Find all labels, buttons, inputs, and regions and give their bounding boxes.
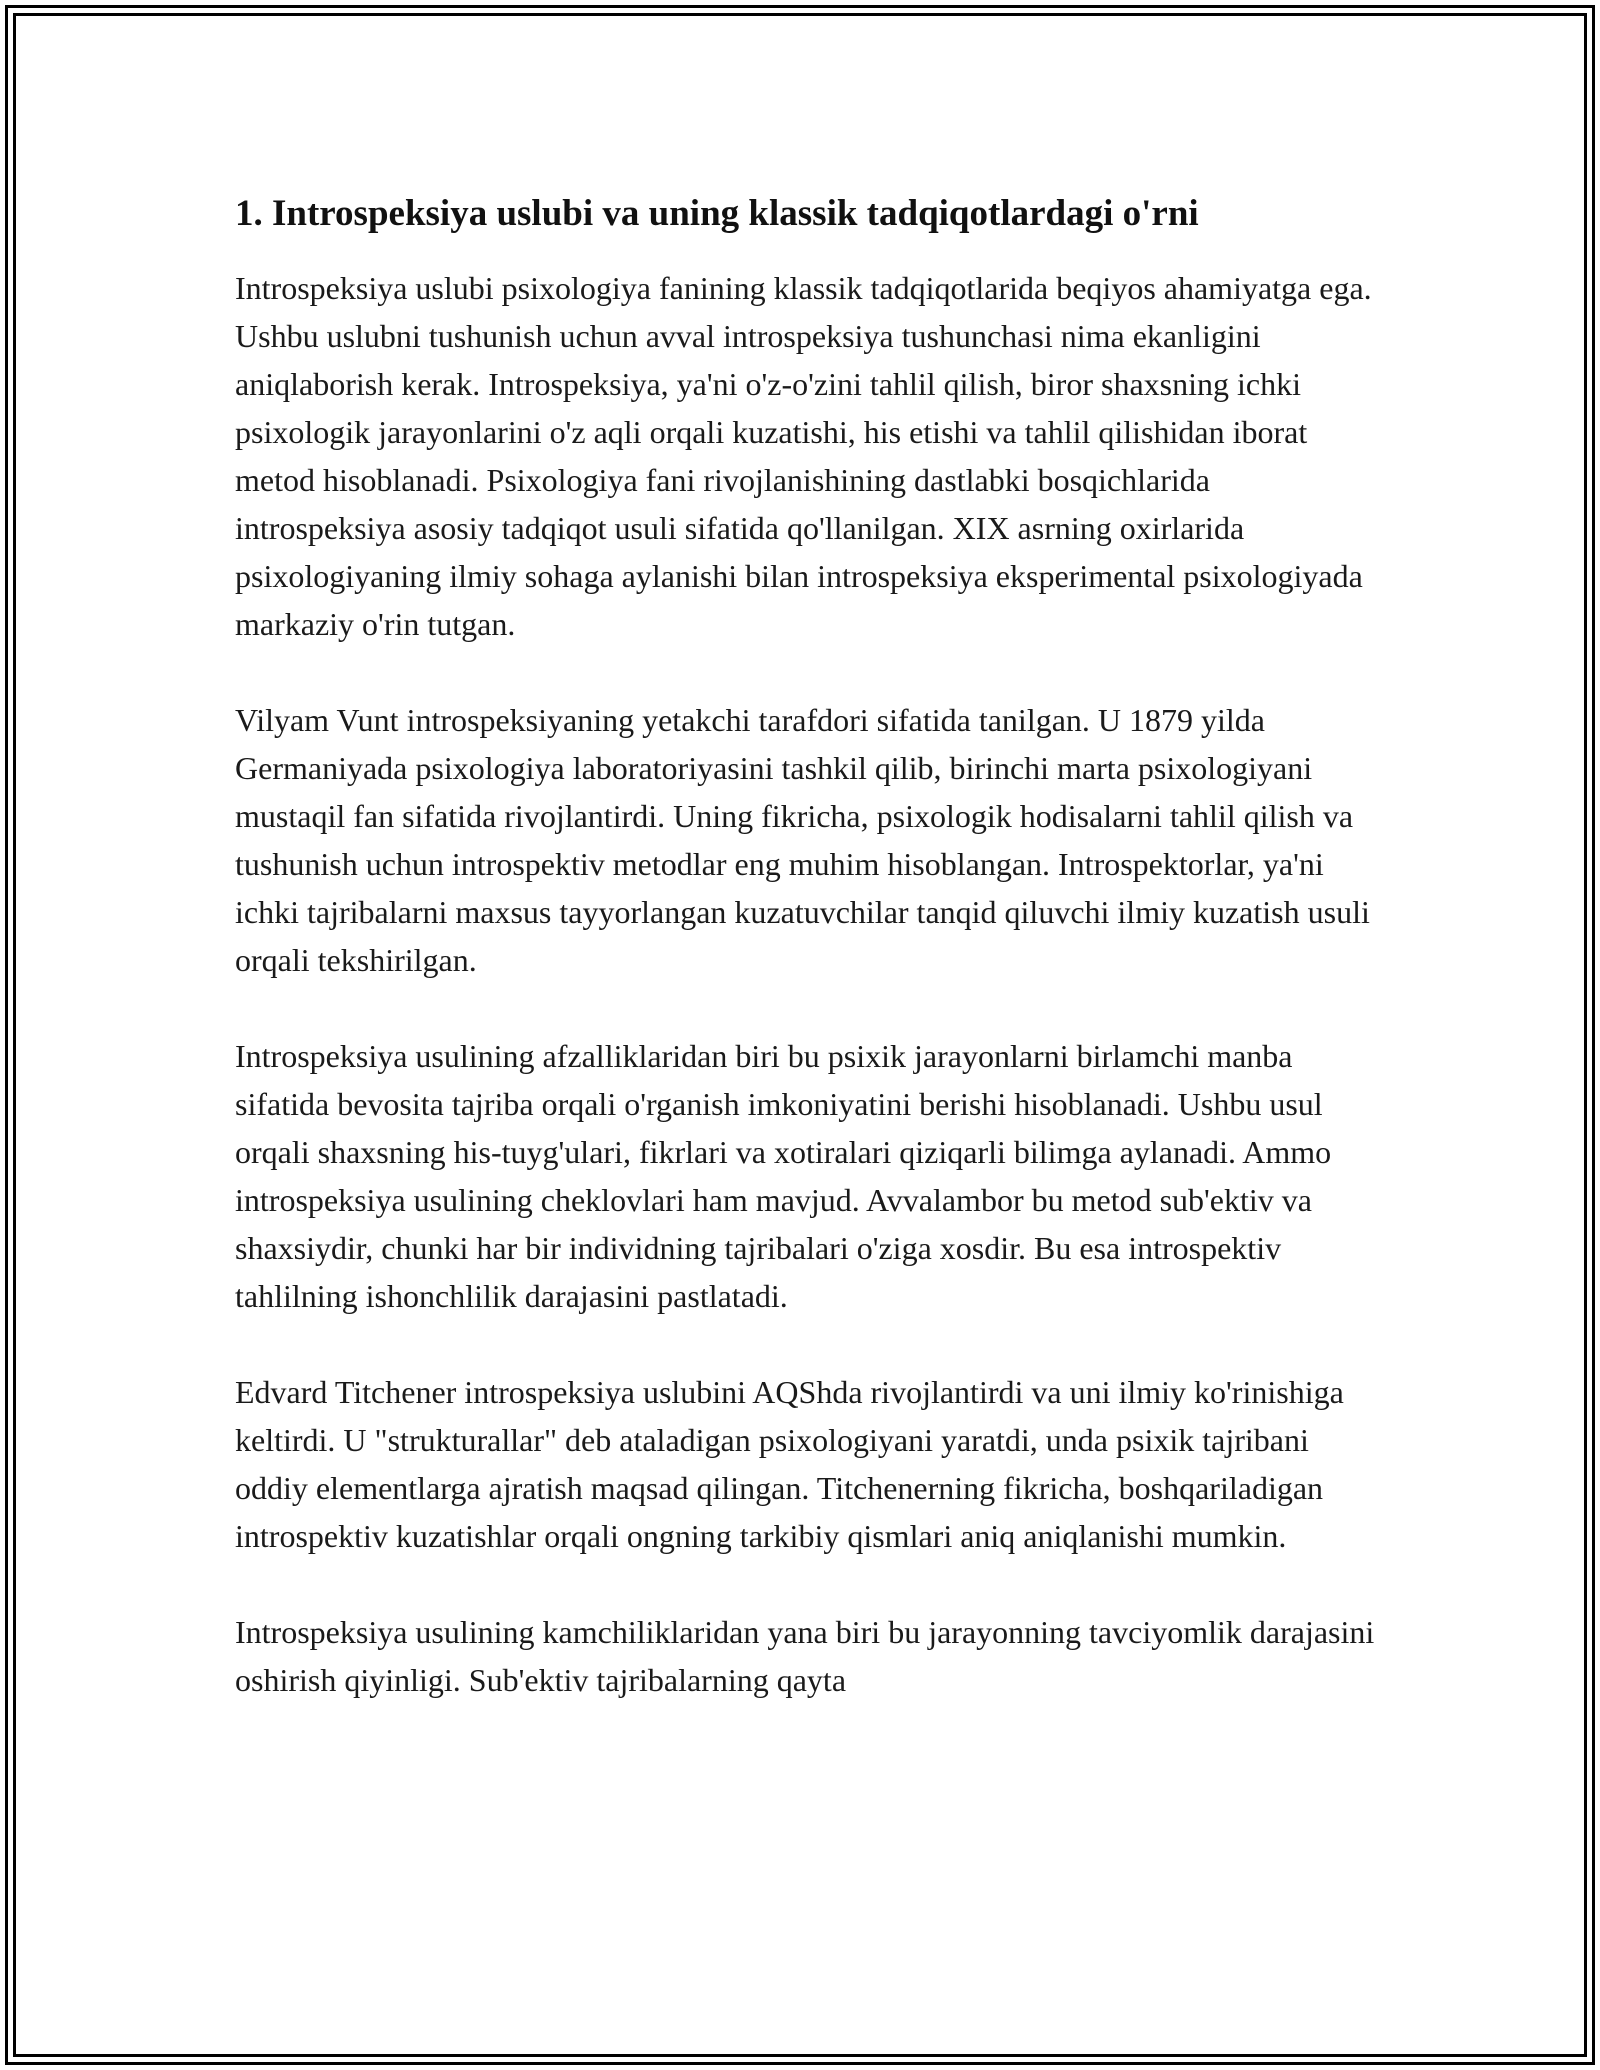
paragraph-5: Introspeksiya usulining kamchiliklaridan yana biri bu jarayonning tavciyomlik darajasini oshirish qiyinligi. Sub'ektiv tajribalarning qayta <box>235 1614 1375 1698</box>
document-body <box>235 186 1385 1752</box>
paragraph-1: Introspeksiya uslubi psixologiya fanining klassik tadqiqotlarida beqiyos ahamiyatga ega. Ushbu uslubni tushunish uchun avval introspeksiya tushunchasi nima ekanligini aniqlaborish kerak. Introspeksiya, ya'ni o'z-o'zini tahlil qilish, biror shaxsning ichki psixologik jarayonlarini o'z aqli orqali kuzatishi, his etishi va tahlil qilishidan iborat metod hisoblanadi. Psixologiya fani rivojlanishining dastlabki bosqichlarida introspeksiya asosiy tadqiqot usuli sifatida qo'llanilgan. XIX asrning oxirlarida psixologiyaning ilmiy sohaga aylanishi bilan introspeksiya eksperimental psixologiyada markaziy o'rin tutgan. <box>235 270 1372 642</box>
paragraph-3: Introspeksiya usulining afzalliklaridan biri bu psixik jarayonlarni birlamchi manba sifatida bevosita tajriba orqali o'rganish imkoniyatini berishi hisoblanadi. Ushbu usul orqali shaxsning his-tuyg'ulari, fikrlari va xotiralari qiziqarli bilimga aylanadi. Ammo introspeksiya usulining cheklovlari ham mavjud. Avvalambor bu metod sub'ektiv va shaxsiydir, chunki har bir individning tajribalari o'ziga xosdir. Bu esa introspektiv tahlilning ishonchlilik darajasini pastlatadi. <box>235 1038 1332 1314</box>
paragraph-4: Edvard Titchener introspeksiya uslubini AQShda rivojlantirdi va uni ilmiy ko'rinishiga keltirdi. U "strukturallar" deb ataladigan psixologiyani yaratdi, unda psixik tajribani oddiy elementlarga ajratish maqsad qilingan. Titchenerning fikricha, boshqariladigan introspektiv kuzatishlar orqali ongning tarkibiy qismlari aniq aniqlanishi mumkin. <box>235 1374 1344 1554</box>
paragraph-2: Vilyam Vunt introspeksiyaning yetakchi tarafdori sifatida tanilgan. U 1879 yilda Germaniyada psixologiya laboratoriyasini tashkil qilib, birinchi marta psixologiyani mustaqil fan sifatida rivojlantirdi. Uning fikricha, psixologik hodisalarni tahlil qilish va tushunish uchun introspektiv metodlar eng muhim hisoblangan. Introspektorlar, ya'ni ichki tajribalarni maxsus tayyorlangan kuzatuvchilar tanqid qiluvchi ilmiy kuzatish usuli orqali tekshirilgan. <box>235 702 1370 978</box>
section-heading: 1. Introspeksiya uslubi va uning klassik tadqiqotlardagi o'rni <box>235 193 1199 234</box>
